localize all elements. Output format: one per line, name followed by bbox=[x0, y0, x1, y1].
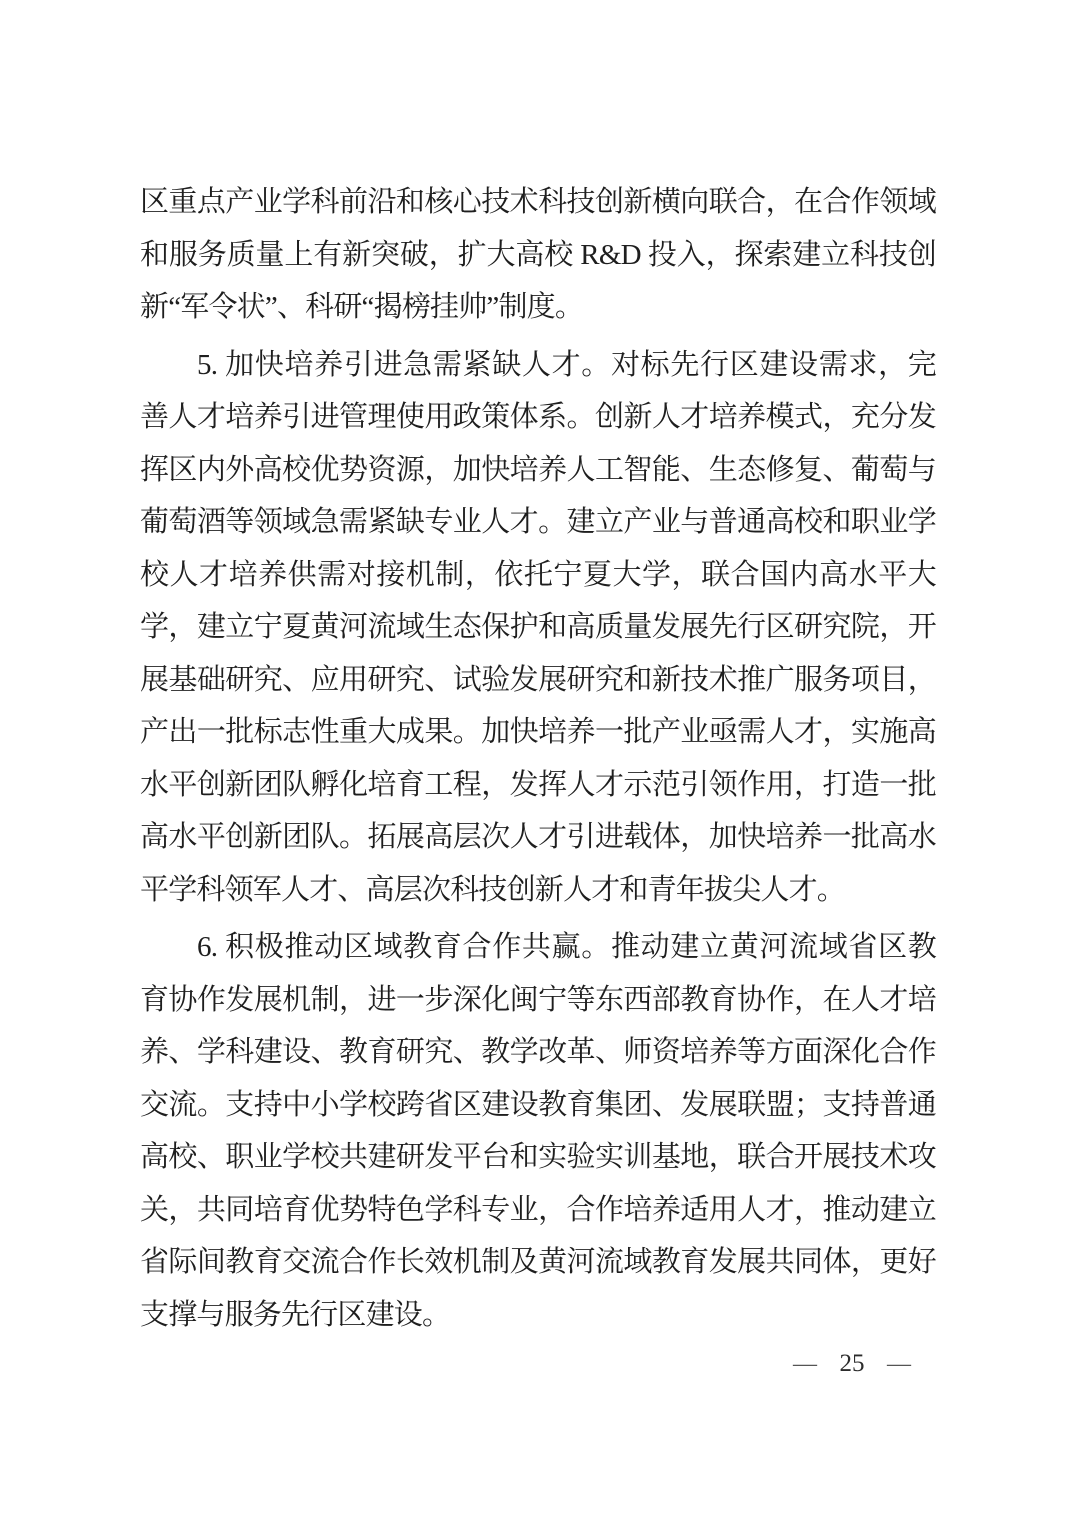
document-text-block bbox=[140, 176, 936, 1341]
text-line: 挥区内外高校优势资源，加快培养人工智能、生态修复、葡萄与 bbox=[140, 453, 936, 486]
text-line: 关，共同培育优势特色学科专业，合作培养适用人才，推动建立 bbox=[140, 1193, 936, 1226]
page-footer bbox=[793, 1346, 911, 1382]
text-line: 省际间教育交流合作长效机制及黄河流域教育发展共同体，更好 bbox=[140, 1246, 936, 1278]
text-line: 交流。支持中小学校跨省区建设教育集团、发展联盟；支持普通 bbox=[140, 1088, 936, 1121]
text-line: 6. 积极推动区域教育合作共赢。推动建立黄河流域省区教 bbox=[197, 931, 936, 963]
text-line: 高校、职业学校共建研发平台和实验实训基地，联合开展技术攻 bbox=[140, 1141, 936, 1173]
text-line: 葡萄酒等领域急需紧缺专业人才。建立产业与普通高校和职业学 bbox=[140, 506, 936, 538]
text-line: 水平创新团队孵化培育工程，发挥人才示范引领作用，打造一批 bbox=[140, 768, 936, 801]
paragraph-item-6 bbox=[140, 921, 936, 1341]
paragraph-item-5 bbox=[140, 339, 936, 917]
text-line: 支撑与服务先行区建设。 bbox=[140, 1298, 451, 1331]
text-line: 学，建立宁夏黄河流域生态保护和高质量发展先行区研究院，开 bbox=[140, 611, 936, 643]
text-line: 展基础研究、应用研究、试验发展研究和新技术推广服务项目， bbox=[140, 663, 936, 696]
text-line: 育协作发展机制，进一步深化闽宁等东西部教育协作，在人才培 bbox=[140, 983, 936, 1016]
text-line: 善人才培养引进管理使用政策体系。创新人才培养模式，充分发 bbox=[140, 401, 936, 433]
text-line: 产出一批标志性重大成果。加快培养一批产业亟需人才，实施高 bbox=[140, 716, 936, 748]
text-line: 区重点产业学科前沿和核心技术科技创新横向联合，在合作领域 bbox=[140, 186, 936, 218]
text-line: 高水平创新团队。拓展高层次人才引进载体，加快培养一批高水 bbox=[140, 821, 936, 853]
paragraph-continuation bbox=[140, 176, 936, 334]
text-line: 平学科领军人才、高层次科技创新人才和青年拔尖人才。 bbox=[140, 873, 846, 906]
text-line: 5. 加快培养引进急需紧缺人才。对标先行区建设需求，完 bbox=[197, 348, 936, 381]
footer-dash-left: — bbox=[793, 1351, 817, 1377]
text-line: 新“军令状”、科研“揭榜挂帅”制度。 bbox=[140, 291, 584, 323]
footer-dash-right: — bbox=[887, 1351, 911, 1377]
text-line: 和服务质量上有新突破，扩大高校 R&D 投入，探索建立科技创 bbox=[140, 238, 936, 271]
page-number: 25 bbox=[839, 1350, 865, 1377]
text-line: 养、学科建设、教育研究、教学改革、师资培养等方面深化合作 bbox=[140, 1036, 936, 1068]
text-line: 校人才培养供需对接机制，依托宁夏大学，联合国内高水平大 bbox=[140, 558, 936, 591]
